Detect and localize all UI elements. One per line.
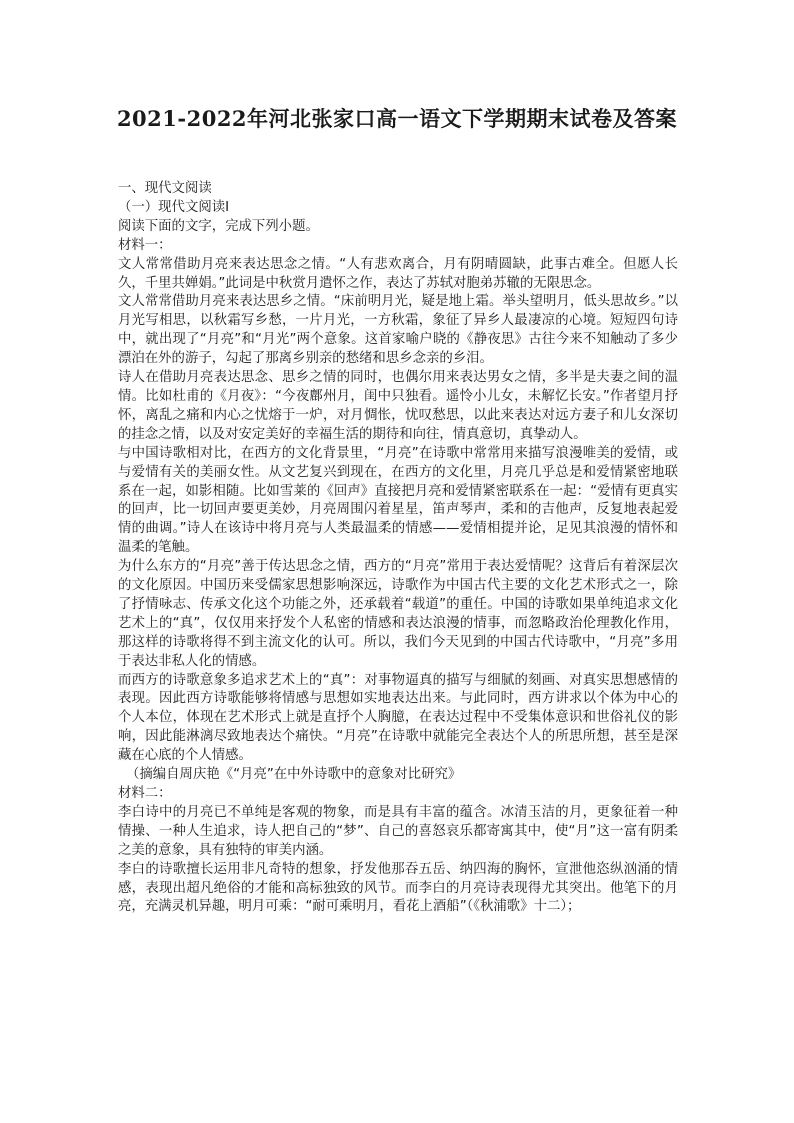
material-two-label: 材料二：	[118, 786, 172, 801]
paragraph: 与中国诗歌相对比，在西方的文化背景里，“月亮”在诗歌中常常用来描写浪漫唯美的爱情，或与爱情有关的美丽女性。从文艺复兴到现在，在西方的文化里，月亮几乎总是和爱情紧密地联系在一起，如影相随。比如雪莱的《回声》直接把月亮和爱情紧密联系在一起：“爱情有更真实的回声，比一切回声要更美妙，月亮周围闪着星星，笛声琴声，柔和的吉他声，反复地表起爱情的曲调。”诗人在该诗中将月亮与人类最温柔的情感——爱情相提并论，足见其浪漫的情怀和温柔的笔触。	[118, 445, 678, 556]
subsection-heading: （一）现代文阅读Ⅰ	[118, 199, 230, 215]
section-heading: 一、现代文阅读	[118, 181, 212, 196]
reading-instruction: 阅读下面的文字，完成下列小题。	[118, 218, 319, 234]
paragraph: 诗人在借助月亮表达思念、思乡之情的同时，也偶尔用来表达男女之情，多半是夫妻之间的温情。比如杜甫的《月夜》：“今夜鄜州月，闺中只独看。遥怜小儿女，未解忆长安。”作者望月抒怀，离乱之痛和内心之忧熔于一炉，对月惆怅，忧叹愁思，以此来表达对远方妻子和儿女深切的挂念之情，以及对安定美好的幸福生活的期待和向往，情真意切，真挚动人。	[118, 370, 678, 442]
material-one-label: 材料一：	[118, 237, 172, 253]
paragraph: 为什么东方的“月亮”善于传达思念之情，西方的“月亮”常用于表达爱情呢？这背后有着深层次的文化原因。中国历来受儒家思想影响深远，诗歌作为中国古代主要的文化艺术形式之一，除了抒情咏志、传承文化这个功能之外，还承载着“载道”的重任。中国的诗歌如果单纯追求文化艺术上的“真”，仅仅用来抒发个人私密的情感和表达浪漫的情事，而忽略政治伦理教化作用，那这样的诗歌将得不到主流文化的认可。所以，我们今天见到的中国古代诗歌中，“月亮”多用于表达非私人化的情感。	[118, 559, 678, 669]
document-body	[118, 180, 678, 917]
paragraph: 文人常常借助月亮来表达思乡之情。“床前明月光，疑是地上霜。举头望明月，低头思故乡。”以月光写相思，以秋霜写乡愁，一片月光，一方秋霜，象征了异乡人最凄凉的心境。短短四句诗中，就出现了“月亮”和“月光”两个意象。这首家喻户晓的《静夜思》古往今来不知触动了多少漂泊在外的游子，勾起了那离乡别亲的愁绪和思乡念亲的乡泪。	[118, 294, 678, 367]
paragraph: 文人常常借助月亮来表达思念之情。“人有悲欢离合，月有阴晴圆缺，此事古难全。但愿人长久，千里共婵娟。”此词是中秋赏月遣怀之作，表达了苏轼对胞弟苏辙的无限思念。	[118, 256, 678, 291]
document-title: 2021-2022年河北张家口高一语文下学期期末试卷及答案	[116, 106, 678, 131]
paragraph: 李白诗中的月亮已不单纯是客观的物象，而是具有丰富的蕴含。冰清玉洁的月，更象征着一种情操、一种人生追求，诗人把自己的“梦”、自己的喜怒哀乐都寄寓其中，使“月”这一富有阴柔之美的意象，具有独特的审美内涵。	[118, 804, 678, 858]
paragraph: 李白的诗歌擅长运用非凡奇特的想象，抒发他那吞五岳、纳四海的胸怀，宣泄他恣纵汹涌的情感，表现出超凡绝俗的才能和高标独致的风节。而李白的月亮诗表现得尤其突出。他笔下的月亮，充满灵机异趣，明月可乘：“耐可乘明月，看花上酒船”（《秋浦歌》十二）；	[118, 861, 678, 915]
source-note: （摘编自周庆艳《“月亮”在中外诗歌中的意象对比研究》	[126, 767, 462, 783]
paragraph: 而西方的诗歌意象多追求艺术上的“真”：对事物逼真的描写与细腻的刻画、对真实思想感情的表现。因此西方诗歌能够将情感与思想如实地表达出来。与此同时，西方讲求以个体为中心的个人本位，体现在艺术形式上就是直抒个人胸臆，在表达过程中不受集体意识和世俗礼仪的影响，因此能淋漓尽致地表达个痛快。“月亮”在诗歌中就能完全表达个人的所思所想，甚至是深藏在心底的个人情感。	[118, 672, 678, 764]
